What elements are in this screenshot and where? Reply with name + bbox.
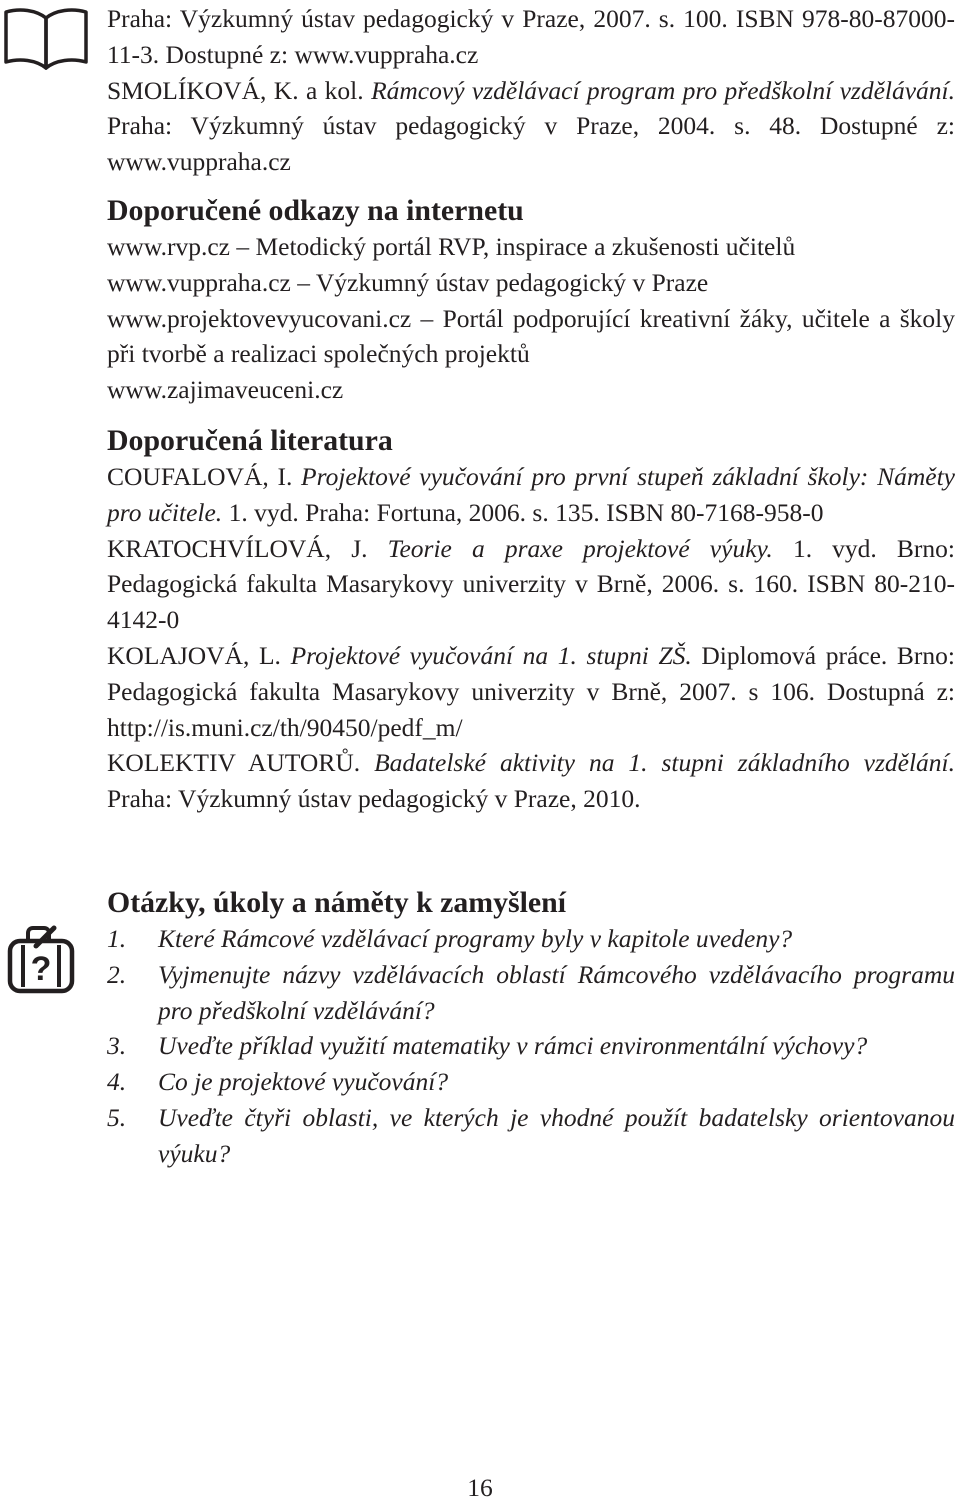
question-item <box>107 957 955 1029</box>
link-item[interactable]: www.projektovevyucovani.cz – Portál podporující kreativní žáky, učitele a školy při tvorbě a realizaci společných projektů <box>107 303 955 369</box>
link-item[interactable]: www.zajimaveuceni.cz <box>107 375 344 405</box>
reference-entry <box>107 1 955 73</box>
literature-author: KOLEKTIV AUTORŮ. <box>107 748 361 778</box>
reference-author: SMOLÍKOVÁ, K. a kol. <box>107 75 364 105</box>
link-item[interactable]: www.rvp.cz – Metodický portál RVP, inspirace a zkušenosti učitelů <box>107 232 796 261</box>
literature-list <box>107 459 955 817</box>
links-heading: Doporučené odkazy na internetu <box>107 194 524 227</box>
question-number: 5. <box>107 1102 127 1132</box>
literature-entry <box>107 459 955 531</box>
reference-text: Praha: Výzkumný ústav pedagogický v Praze, 2007. s. 100. ISBN 978-80-87000-11-3. Dostupné z: www.vuppraha.cz <box>107 4 955 69</box>
question-number: 3. <box>107 1031 127 1061</box>
literature-title: Projektové vyučování na 1. stupni ZŠ. <box>290 640 692 670</box>
literature-author: KRATOCHVÍLOVÁ, J. <box>107 533 368 563</box>
question-text: Co je projektové vyučování? <box>158 1067 449 1097</box>
questions-heading: Otázky, úkoly a náměty k zamyšlení <box>107 886 567 919</box>
references-continued <box>107 1 955 180</box>
question-item <box>107 1064 955 1100</box>
question-item <box>107 1100 955 1172</box>
literature-details: 1. vyd. Brno: Pedagogická fakulta Masarykovy univerzity v Brně, 2006. s. 160. ISBN 80-210-4142-0 <box>107 533 956 635</box>
literature-entry <box>107 745 955 817</box>
svg-text:?: ? <box>30 950 52 988</box>
question-text: Které Rámcové vzdělávací programy byly v kapitole uvedeny? <box>158 924 793 953</box>
question-text: Vyjmenujte názvy vzdělávacích oblastí Rámcového vzdělávacího programu pro předškolní vzdělávání? <box>158 959 955 1025</box>
reference-details: Praha: Výzkumný ústav pedagogický v Praze, 2004. s. 48. Dostupné z: www.vuppraha.cz <box>107 111 955 177</box>
literature-entry <box>107 638 955 745</box>
literature-details: 1. vyd. Praha: Fortuna, 2006. s. 135. ISBN 80-7168-958-0 <box>228 497 824 527</box>
link-item[interactable]: www.vuppraha.cz – Výzkumný ústav pedagogický v Praze <box>107 267 709 297</box>
question-item <box>107 921 955 957</box>
open-book-icon <box>2 4 90 72</box>
literature-author: COUFALOVÁ, I. <box>107 462 293 491</box>
literature-title: Teorie a praxe projektové výuky. <box>387 533 773 563</box>
links-list <box>107 229 955 408</box>
literature-author: KOLAJOVÁ, L. <box>107 640 281 670</box>
literature-heading: Doporučená literatura <box>107 424 393 457</box>
questions-list <box>107 921 955 1172</box>
reference-entry <box>107 73 955 180</box>
page-number: 16 <box>467 1473 493 1502</box>
reference-title: Rámcový vzdělávací program pro předškolní vzdělávání. <box>371 75 955 105</box>
question-number: 2. <box>107 959 127 989</box>
question-text: Uveďte čtyři oblasti, ve kterých je vhodné použít badatelsky orientovanou výuku? <box>158 1102 955 1168</box>
question-case-icon <box>6 925 78 995</box>
literature-entry <box>107 531 955 638</box>
literature-title: Projektové vyučování pro první stupeň základní školy: Náměty pro učitele. <box>107 462 955 527</box>
question-item <box>107 1028 955 1064</box>
literature-title: Badatelské aktivity na 1. stupni základního vzdělání. <box>374 748 956 778</box>
question-number: 1. <box>107 924 127 953</box>
question-number: 4. <box>107 1067 127 1097</box>
literature-details: Praha: Výzkumný ústav pedagogický v Praze, 2010. <box>107 784 641 814</box>
question-text: Uveďte příklad využití matematiky v rámci environmentální výchovy? <box>158 1031 868 1061</box>
literature-details: Diplomová práce. Brno: Pedagogická fakulta Masarykovy univerzity v Brně, 2007. s 106. Dostupná z: http://is.muni.cz/th/90450/pedf_m/ <box>107 640 956 742</box>
